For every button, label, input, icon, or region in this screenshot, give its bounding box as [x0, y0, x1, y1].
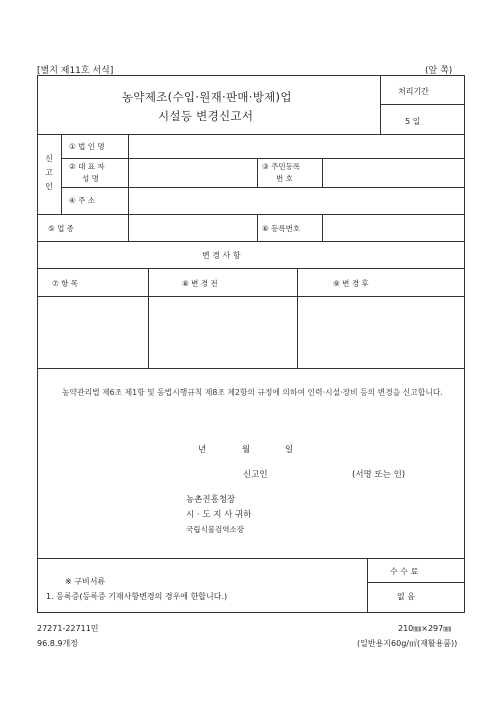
registration-number-label: ⑥ 등록번호: [262, 224, 301, 233]
date-day-label: 일: [285, 445, 294, 455]
divider: [367, 582, 465, 583]
applicant-char: 인: [45, 182, 53, 191]
declaration-text: 농약관리법 제6조 제1항 및 동법시행규칙 제8조 제2항의 규정에 의하여 인력·시설·장비 등의 변경을 신고합니다.: [62, 388, 443, 397]
processing-period-value: 5 일: [405, 117, 421, 126]
representative-label: ② 대 표 자: [69, 162, 105, 171]
representative-name-label: 성 명: [82, 174, 99, 183]
business-type-field[interactable]: [129, 215, 256, 240]
divider: [37, 368, 465, 369]
date-month-label: 월: [242, 445, 251, 455]
rrn-field[interactable]: [323, 159, 464, 186]
paper-type: (일반용지60g/㎡(재활용품)): [357, 639, 458, 648]
applicant-group-label: [43, 152, 55, 194]
column-after-header: ⑨ 변 경 후: [333, 279, 369, 288]
address-field[interactable]: [129, 188, 464, 213]
divider: [37, 241, 465, 242]
changes-section-title: 변 경 사 항: [202, 251, 241, 260]
recipient-line-1: 농촌진흥청장: [186, 495, 236, 505]
registration-number-field[interactable]: [323, 215, 464, 240]
divider: [257, 214, 258, 241]
representative-name-field[interactable]: [129, 159, 256, 186]
rrn-number-label: 번 호: [276, 174, 293, 183]
form-number: [별지 제11호 서식]: [37, 66, 114, 76]
applicant-signature-label: 신고인: [243, 470, 268, 480]
form-title-line2: 시설등 변경신고서: [158, 109, 254, 123]
column-item-header: ⑦ 항 목: [52, 279, 78, 288]
fee-value: 없 음: [397, 592, 415, 601]
revision-date: 96.8.9개정: [37, 639, 78, 648]
signature-note: (서명 또는 인): [352, 470, 406, 480]
required-documents-title: ※ 구비서류: [65, 577, 106, 586]
form-code: 27271-22711민: [37, 624, 99, 633]
fee-label: 수 수 료: [390, 567, 419, 576]
page-side-label: (앞 쪽): [425, 66, 453, 76]
change-before-field[interactable]: [149, 297, 296, 367]
date-year-label: 년: [198, 445, 207, 455]
required-document-item: 1. 등록증(등록증 기재사항변경의 경우에 한합니다.): [46, 592, 228, 601]
divider: [257, 158, 258, 187]
processing-period-label: 처리기간: [398, 87, 429, 96]
paper-size: 210㎜×297㎜: [398, 624, 452, 633]
rrn-label: ③ 주민등록: [262, 162, 301, 171]
business-type-label: ⑤ 업 종: [48, 224, 74, 233]
divider: [37, 268, 465, 269]
divider: [380, 104, 465, 105]
address-label: ④ 주 소: [69, 196, 95, 205]
recipient-line-2: 시 · 도 지 사 귀하: [186, 510, 252, 520]
divider: [37, 558, 465, 559]
applicant-char: 고: [45, 168, 53, 177]
corp-name-field[interactable]: [129, 135, 464, 157]
change-after-field[interactable]: [298, 297, 464, 367]
change-item-field[interactable]: [38, 297, 147, 367]
corp-name-label: ① 법 인 명: [69, 142, 105, 151]
signature-field[interactable]: [280, 465, 342, 479]
divider: [367, 558, 368, 613]
applicant-char: 신: [45, 154, 53, 163]
recipient-line-3: 국립식물검역소장: [186, 525, 244, 534]
divider: [61, 134, 62, 214]
column-before-header: ⑧ 변 경 전: [182, 279, 218, 288]
form-title-line1: 농약제조(수입·원재·판매·방제)업: [122, 90, 292, 104]
